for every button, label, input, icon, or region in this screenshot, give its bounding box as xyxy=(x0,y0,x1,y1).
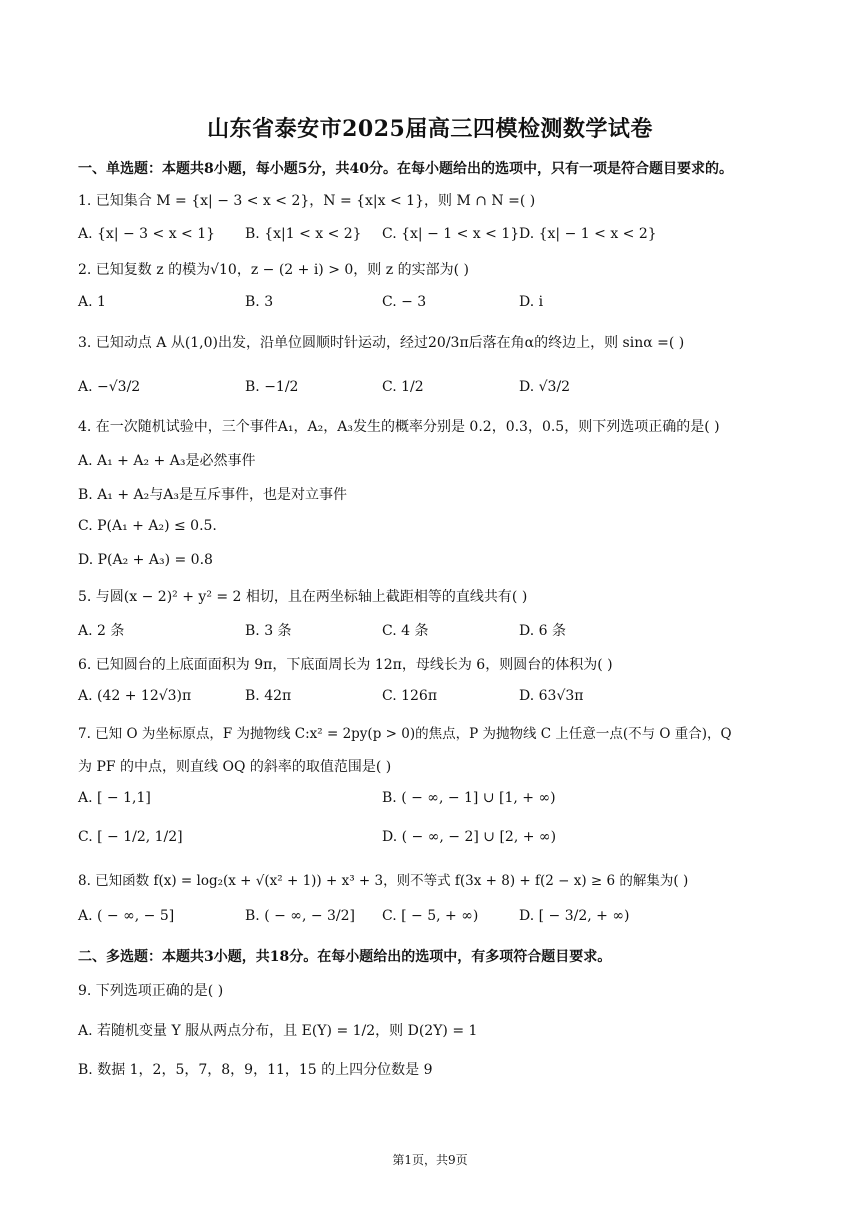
page-title: 山东省泰安市2025届高三四模检测数学试卷 xyxy=(207,116,653,142)
section-heading-multiple-choice: 二、多选题：本题共3小题，共18分。在每小题给出的选项中，有多项符合题目要求。 xyxy=(78,949,612,965)
option-c: C. − 3 xyxy=(382,294,427,310)
question-7-stem-line-2: 为 PF 的中点，则直线 OQ 的斜率的取值范围是( ) xyxy=(78,759,392,775)
question-2-options xyxy=(78,294,798,316)
option-d: D. 63√3π xyxy=(519,688,584,704)
question-9-option-a: A. 若随机变量 Y 服从两点分布，且 E(Y) = 1/2，则 D(2Y) = 1 xyxy=(78,1023,478,1039)
question-6-options xyxy=(78,688,798,710)
option-c: C. [ − 5, + ∞) xyxy=(382,908,479,924)
option-a: A. (42 + 12√3)π xyxy=(78,688,192,704)
option-a: A. 1 xyxy=(78,294,106,310)
option-a: A. −√3/2 xyxy=(78,379,141,395)
option-b: B. {x|1 < x < 2} xyxy=(245,226,362,242)
question-9-option-b: B. 数据 1，2，5，7，8，9，11，15 的上四分位数是 9 xyxy=(78,1062,433,1078)
option-b: B. 42π xyxy=(245,688,292,704)
question-5-stem: 5. 与圆(x − 2)² + y² = 2 相切，且在两坐标轴上截距相等的直线共有( ) xyxy=(78,589,528,605)
question-4-option-d: D. P(A₂ + A₃) = 0.8 xyxy=(78,552,213,568)
question-4-stem: 4. 在一次随机试验中，三个事件A₁，A₂，A₃发生的概率分别是 0.2，0.3，0.5，则下列选项正确的是( ) xyxy=(78,419,720,435)
option-b: B. 3 条 xyxy=(245,623,292,639)
question-8-stem: 8. 已知函数 f(x) = log₂(x + √(x² + 1)) + x³ + 3，则不等式 f(3x + 8) + f(2 − x) ≥ 6 的解集为( ) xyxy=(78,873,689,889)
question-8-options xyxy=(78,908,798,930)
option-d: D. i xyxy=(519,294,544,310)
question-7-options-row-1 xyxy=(78,790,798,812)
option-b: B. ( − ∞, − 1] ∪ [1, + ∞) xyxy=(382,790,556,806)
option-b: B. 3 xyxy=(245,294,274,310)
option-a: A. 2 条 xyxy=(78,623,125,639)
question-4-option-b: B. A₁ + A₂与A₃是互斥事件，也是对立事件 xyxy=(78,487,347,503)
option-c: C. 1/2 xyxy=(382,379,424,395)
option-c: C. [ − 1/2, 1/2] xyxy=(78,829,183,845)
page-footer: 第1页，共9页 xyxy=(392,1153,468,1167)
question-4-option-c: C. P(A₁ + A₂) ≤ 0.5. xyxy=(78,518,217,534)
option-b: B. ( − ∞, − 3/2] xyxy=(245,908,356,924)
option-c: C. 4 条 xyxy=(382,623,429,639)
option-d: D. {x| − 1 < x < 2} xyxy=(519,226,657,242)
question-9-stem: 9. 下列选项正确的是( ) xyxy=(78,983,224,999)
option-a: A. ( − ∞, − 5] xyxy=(78,908,175,924)
option-a: A. {x| − 3 < x < 1} xyxy=(78,226,216,242)
option-d: D. ( − ∞, − 2] ∪ [2, + ∞) xyxy=(382,829,557,845)
question-1-stem: 1. 已知集合 M = {x| − 3 < x < 2}，N = {x|x < 1}，则 M ∩ N =( ) xyxy=(78,193,536,209)
question-2-stem: 2. 已知复数 z 的模为√10，z − (2 + i) > 0，则 z 的实部为( ) xyxy=(78,262,469,278)
question-3-stem: 3. 已知动点 A 从(1,0)出发，沿单位圆顺时针运动，经过20/3π后落在角α的终边上，则 sinα =( ) xyxy=(78,335,685,351)
option-d: D. [ − 3/2, + ∞) xyxy=(519,908,630,924)
option-d: D. √3/2 xyxy=(519,379,571,395)
option-c: C. {x| − 1 < x < 1} xyxy=(382,226,520,242)
question-5-options xyxy=(78,620,798,642)
question-1-options xyxy=(78,226,798,248)
question-4-option-a: A. A₁ + A₂ + A₃是必然事件 xyxy=(78,453,256,469)
option-a: A. [ − 1,1] xyxy=(78,790,151,806)
option-c: C. 126π xyxy=(382,688,438,704)
question-7-options-row-2 xyxy=(78,829,798,851)
question-7-stem-line-1: 7. 已知 O 为坐标原点，F 为抛物线 C:x² = 2py(p > 0)的焦点，P 为抛物线 C 上任意一点(不与 O 重合)，Q xyxy=(78,726,732,742)
option-b: B. −1/2 xyxy=(245,379,299,395)
question-6-stem: 6. 已知圆台的上底面面积为 9π，下底面周长为 12π，母线长为 6，则圆台的体积为( ) xyxy=(78,657,613,673)
question-3-options xyxy=(78,379,798,401)
option-d: D. 6 条 xyxy=(519,623,566,639)
section-heading-single-choice: 一、单选题：本题共8小题，每小题5分，共40分。在每小题给出的选项中，只有一项是符合题目要求的。 xyxy=(78,161,733,177)
